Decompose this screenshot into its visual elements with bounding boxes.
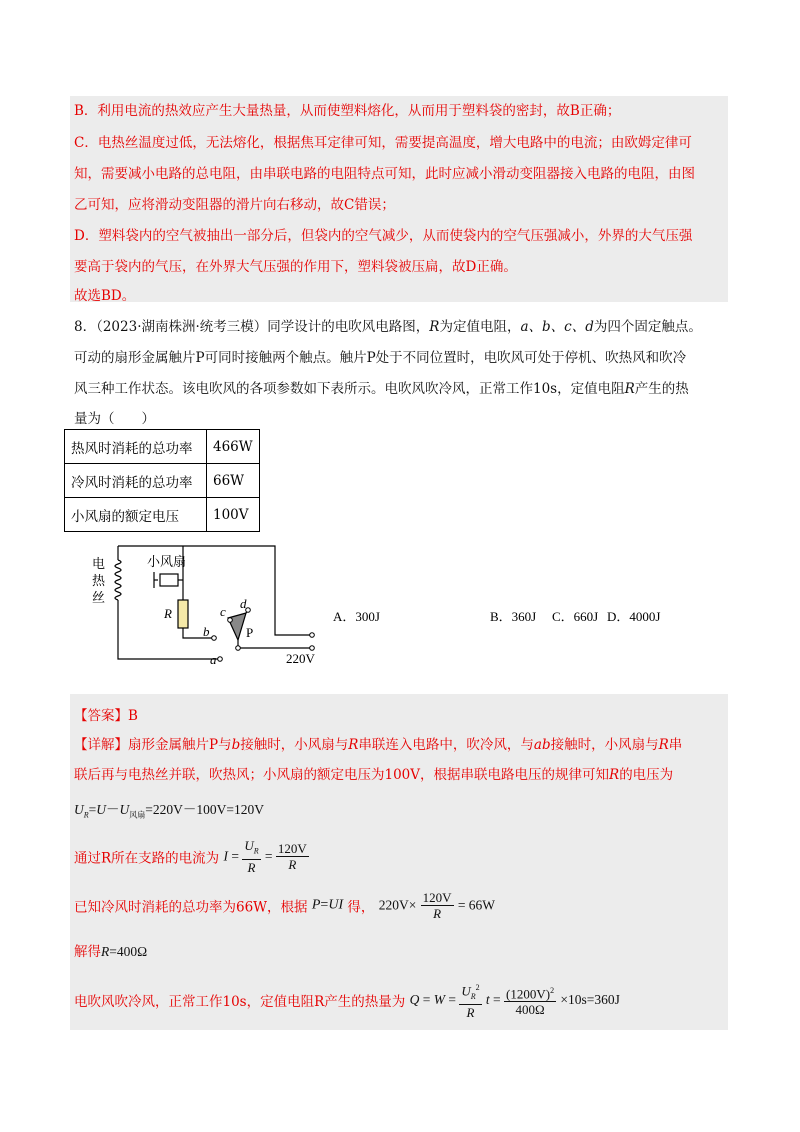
heater-label: 电 xyxy=(92,556,106,571)
slider-label: P xyxy=(246,625,254,640)
contact-a-label: a xyxy=(210,652,217,667)
table-row xyxy=(65,498,260,532)
question-line-2: 可动的扇形金属触片P可同时接触两个触点。触片P处于不同位置时，电吹风可处于停机、吹热风和吹冷 xyxy=(74,350,687,366)
contact-b-label: b xyxy=(203,624,210,639)
var-r: R xyxy=(658,737,669,753)
table-cell-label: 冷风时消耗的总功率 xyxy=(65,464,207,498)
detail-text: 已知冷风时消耗的总功率为66W，根据 xyxy=(74,899,308,916)
detail-text: 串 xyxy=(668,737,683,753)
fraction-120v-over-r: $\frac{120V}{R}$ xyxy=(422,890,452,921)
question-line-4: 量为（ ） xyxy=(74,411,155,427)
question-text: 风三种工作状态。该电吹风的各项参数如下表所示。电吹风吹冷风，正常工作10s，定值电阻 xyxy=(74,381,625,397)
option-b[interactable]: B．360J xyxy=(490,609,537,624)
option-d[interactable]: D．4000J xyxy=(607,609,661,624)
voltage-label: 220V xyxy=(286,651,315,666)
heater-label: 热 xyxy=(92,573,106,588)
fan-motor-icon xyxy=(160,574,178,586)
table-row xyxy=(65,464,260,498)
terminal-bottom xyxy=(310,646,315,651)
resistance-value: =400Ω xyxy=(109,944,148,959)
detail-text: 的电压为 xyxy=(619,767,674,783)
equation-voltage-result: =220V－100V=120V xyxy=(145,802,264,817)
option-d-explanation-1: D．塑料袋内的空气被抽出一部分后，但袋内的空气减少，从而使袋内的空气压强减小，外界的大气压强 xyxy=(74,228,693,244)
detail-text: 扇形金属触片P与 xyxy=(128,737,232,753)
detail-text: 得， xyxy=(347,899,375,916)
detail-line-heat: 电吹风吹冷风，正常工作10s，定值电阻R产生的热量为 Q = W = $\frac{U_R^2}{R}$ t = $\frac{(1200V)^2}{400\Omega}$ ×10s=360J xyxy=(74,980,620,1020)
option-a[interactable]: A．300J xyxy=(333,609,380,624)
question-text: 为定值电阻， xyxy=(439,319,521,335)
contact-a xyxy=(218,657,223,662)
question-source: （2023·湖南株洲·统考三模） xyxy=(96,319,268,335)
parameter-table xyxy=(64,429,260,532)
detail-line-1 xyxy=(74,733,682,753)
fan-label: 小风扇 xyxy=(147,554,187,569)
option-c-explanation-3: 乙可知，应将滑动变阻器的滑片向右移动，故C错误； xyxy=(74,197,395,213)
detail-text: 解得 xyxy=(74,944,101,960)
var-r: R xyxy=(609,767,620,783)
contact-d-label: d xyxy=(240,596,247,611)
var-contacts: a、b、c、d xyxy=(520,319,594,335)
table-cell-label: 小风扇的额定电压 xyxy=(65,498,207,532)
detail-text: 通过R所在支路的电流为 xyxy=(74,850,220,867)
contact-b xyxy=(212,636,217,641)
fraction-ur2-over-r: $\frac{U_R^2}{R}$ xyxy=(459,980,481,1020)
var-b: b xyxy=(231,737,241,753)
detail-text: 接触时，小风扇与 xyxy=(240,737,349,753)
detail-text: 接触时，小风扇与 xyxy=(550,737,659,753)
question-text: 产生的热 xyxy=(634,381,689,397)
heater-coil-icon xyxy=(115,560,121,600)
answer-label: 【答案】B xyxy=(74,708,138,724)
option-c-explanation-1: C．电热丝温度过低，无法熔化，根据焦耳定律可知，需要提高温度，增大电路中的电流；由欧姆定律可 xyxy=(74,135,692,151)
var-ab: ab xyxy=(533,737,551,753)
fraction-120v-over-r: $\frac{120V}{R}$ xyxy=(277,840,307,872)
table-cell-value: 466W xyxy=(207,430,260,464)
table-cell-value: 100V xyxy=(207,498,260,532)
detail-line-2 xyxy=(74,763,673,783)
circuit-diagram xyxy=(80,538,330,668)
fraction-1200v2-over-400ohm: $\frac{(1200V)^2}{400\Omega}$ xyxy=(504,983,556,1017)
detail-line-current: 通过R所在支路的电流为 I = $\frac{U_R}{R}$ = $\frac{120V}{R}$ xyxy=(74,838,307,875)
question-text: 为四个固定触点。 xyxy=(593,319,702,335)
question-text: 同学设计的电吹风电路图， xyxy=(267,319,430,335)
equation-voltage: $U_R=U-U_{风扇}=220V-100V=120V$ xyxy=(74,802,264,820)
slider-pivot xyxy=(236,646,241,651)
conclusion-text: 故选BD。 xyxy=(74,288,136,304)
detail-label: 【详解】 xyxy=(74,737,128,753)
heat-result: ×10s=360J xyxy=(560,991,620,1007)
option-d-explanation-2: 要高于袋内的气压，在外界大气压强的作用下，塑料袋被压扁，故D正确。 xyxy=(74,259,517,275)
table-cell-value: 66W xyxy=(207,464,260,498)
question-number: 8． xyxy=(74,319,97,335)
contact-c xyxy=(228,618,233,623)
detail-text: 联后再与电热丝并联，吹热风；小风扇的额定电压为100V，根据串联电路电压的规律可知 xyxy=(74,767,610,783)
var-r: R xyxy=(624,381,635,397)
detail-line-power: 已知冷风时消耗的总功率为66W，根据 P=UI 得， 220V× $\frac{120V}{R}$ = 66W xyxy=(74,890,496,921)
table-row xyxy=(65,430,260,464)
fraction-ur-over-r: $\frac{U_R}{R}$ xyxy=(244,838,259,875)
resistor-label: R xyxy=(164,606,172,621)
table-cell-label: 热风时消耗的总功率 xyxy=(65,430,207,464)
detail-line-solve: 解得R=400Ω xyxy=(74,944,148,960)
var-r: R xyxy=(429,319,440,335)
question-line-3 xyxy=(74,377,689,397)
slider-p-icon xyxy=(228,613,246,640)
detail-text: 串联连入电路中，吹冷风，与 xyxy=(358,737,534,753)
heater-label: 丝 xyxy=(92,590,106,605)
var-r: R xyxy=(348,737,359,753)
contact-c-label: c xyxy=(220,604,226,619)
resistor-icon xyxy=(178,600,188,628)
terminal-top xyxy=(310,633,315,638)
option-c-explanation-2: 知，需要减小电路的总电阻，由串联电路的电阻特点可知，此时应减小滑动变阻器接入电路的电阻，由图 xyxy=(74,166,695,182)
detail-text: 电吹风吹冷风，正常工作10s，定值电阻R产生的热量为 xyxy=(74,993,406,1010)
option-c[interactable]: C．660J xyxy=(552,609,599,624)
option-b-explanation: B．利用电流的热效应产生大量热量，从而使塑料熔化，从而用于塑料袋的密封，故B正确； xyxy=(74,103,621,119)
question-line-1 xyxy=(74,315,702,335)
